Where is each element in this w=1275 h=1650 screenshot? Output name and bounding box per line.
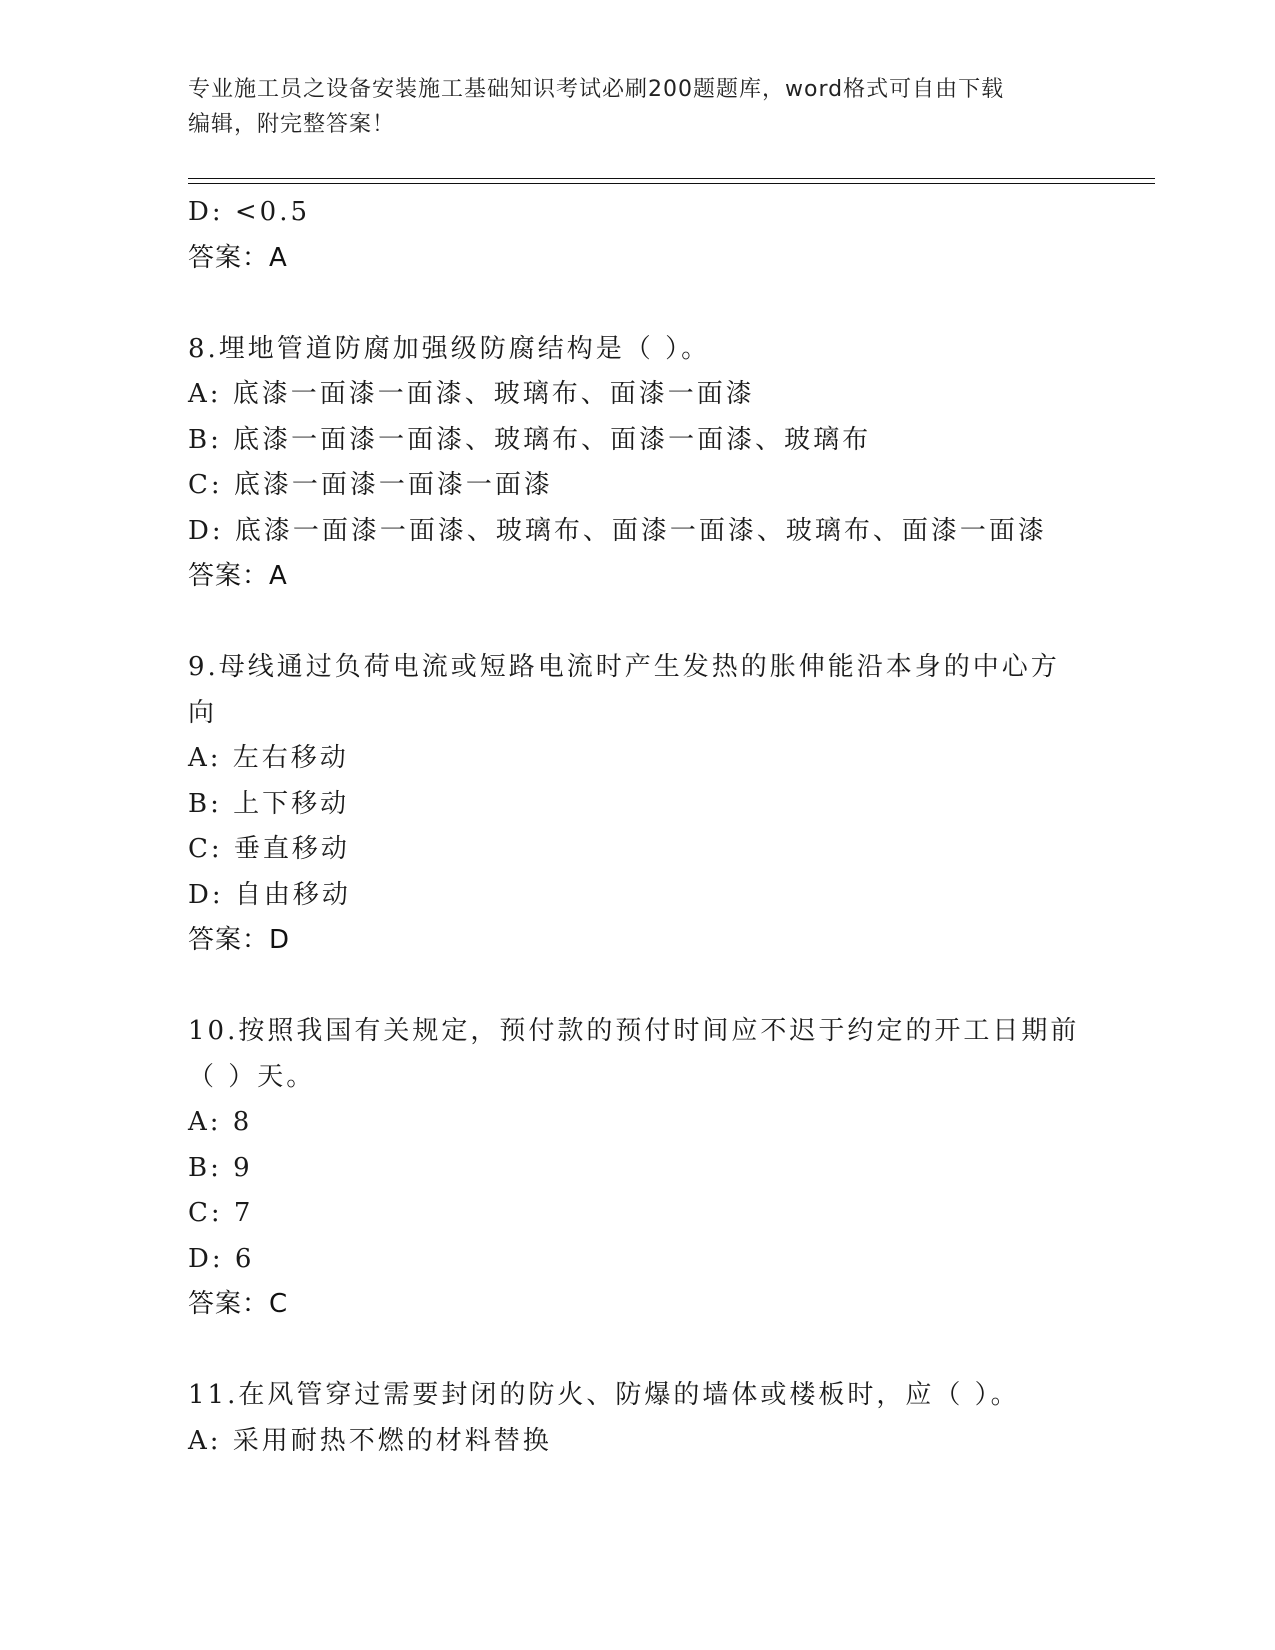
spacer: [188, 964, 1148, 1010]
option-a: A: 8: [188, 1107, 253, 1137]
option-c: C: 底漆一面漆一面漆一面漆: [188, 470, 553, 500]
option-d: D: 6: [188, 1243, 255, 1274]
option-a: A: 左右移动: [188, 743, 349, 773]
question-stem-continued: 向: [188, 697, 218, 728]
question-8: [188, 327, 1148, 600]
option-b: B: 上下移动: [188, 788, 350, 819]
option-a: A: 底漆一面漆一面漆、玻璃布、面漆一面漆: [188, 379, 755, 409]
answer-line: 答案：A: [188, 561, 288, 591]
question-stem: 9.母线通过负荷电流或短路电流时产生发热的胀伸能沿本身的中心方: [188, 652, 1060, 682]
option-d: D: 底漆一面漆一面漆、玻璃布、面漆一面漆、玻璃布、面漆一面漆: [188, 515, 1047, 546]
answer-line: 答案：A: [188, 242, 288, 273]
answer-line: 答案：C: [188, 1289, 289, 1319]
question-stem: 11.在风管穿过需要封闭的防火、防爆的墙体或楼板时，应（ ）。: [188, 1380, 1020, 1410]
header-line-2: 编辑，附完整答案！: [188, 112, 396, 137]
question-list: [188, 190, 1148, 1464]
question-10: [188, 1009, 1148, 1328]
spacer: [188, 1328, 1148, 1374]
question-stem: 10.按照我国有关规定，预付款的预付时间应不迟于约定的开工日期前: [188, 1016, 1080, 1046]
option-d: D: <0.5: [188, 197, 311, 227]
option-c: C: 垂直移动: [188, 834, 350, 864]
document-header: [188, 72, 1088, 142]
header-line-1: 专业施工员之设备安装施工基础知识考试必刷200题题库，word格式可自由下载: [188, 77, 1005, 102]
question-9: [188, 645, 1148, 964]
question-stem: 8.埋地管道防腐加强级防腐结构是（ ）。: [188, 333, 711, 364]
option-b: B: 底漆一面漆一面漆、玻璃布、面漆一面漆、玻璃布: [188, 424, 872, 455]
question-11: [188, 1373, 1148, 1464]
option-b: B: 9: [188, 1152, 253, 1183]
option-d: D: 自由移动: [188, 879, 351, 910]
answer-line: 答案：D: [188, 925, 291, 955]
option-a: A: 采用耐热不燃的材料替换: [188, 1425, 552, 1456]
spacer: [188, 281, 1148, 327]
header-divider-top: [188, 178, 1155, 179]
option-c: C: 7: [188, 1198, 254, 1228]
spacer: [188, 600, 1148, 646]
question-stem-continued: （ ）天。: [188, 1061, 316, 1092]
header-divider-bottom: [188, 183, 1155, 184]
